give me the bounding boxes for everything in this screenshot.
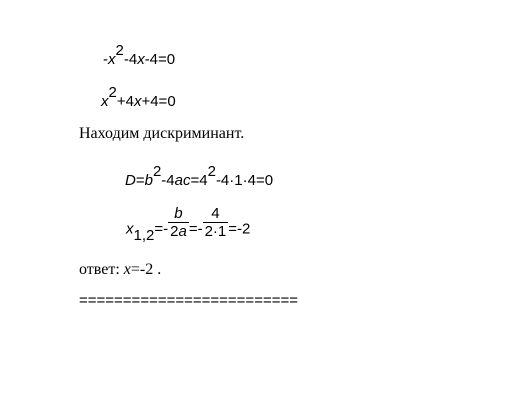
fraction-1-denominator (168, 223, 189, 240)
answer-label: ответ: (79, 261, 124, 278)
eq2-constant: +4=0 (141, 93, 176, 110)
eq1-variable: x (108, 51, 116, 68)
disc-exponent-2: 2 (207, 163, 216, 180)
disc-symbol: D (125, 172, 136, 189)
disc-minus-4: -4 (161, 172, 175, 189)
eq2-variable: x (101, 93, 109, 110)
answer-value: =-2 . (130, 261, 162, 278)
equation-2 (101, 84, 176, 110)
roots-result: =-2 (228, 220, 251, 238)
roots-x: x (126, 220, 134, 238)
eq1-term: -4 (123, 51, 138, 68)
roots-subscript: 1,2 (133, 227, 155, 245)
answer-variable: x (123, 261, 131, 278)
fraction-b-over-2a (168, 205, 189, 240)
answer-line (79, 262, 161, 278)
disc-b: b (144, 172, 153, 189)
eq1-variable-2: x (137, 51, 145, 68)
disc-rest: -4·1·4=0 (215, 172, 274, 189)
fraction-2-denominator: 2·1 (204, 223, 227, 240)
disc-exponent-1: 2 (152, 163, 162, 180)
separator-line: ========================= (79, 292, 298, 309)
fraction-1-den-var: a (178, 223, 187, 240)
eq1-exponent: 2 (115, 42, 124, 59)
roots-eq-minus-2: =- (188, 220, 203, 238)
eq2-variable-2: x (133, 93, 142, 110)
roots-formula (126, 205, 251, 247)
fraction-2-numerator: 4 (203, 205, 229, 223)
discriminant-formula (125, 163, 274, 189)
eq1-constant: -4=0 (144, 51, 176, 68)
fraction-1-numerator: b (168, 205, 189, 223)
eq1-prefix: - (103, 51, 108, 68)
roots-eq-minus: =- (154, 220, 169, 238)
disc-eq4: =4 (190, 172, 208, 189)
disc-equals: = (135, 172, 145, 189)
equation-1 (103, 42, 176, 68)
eq2-term: +4 (116, 93, 134, 110)
fraction-1-den-coef: 2 (170, 223, 179, 240)
disc-ac: ac (174, 172, 191, 189)
discriminant-heading: Находим дискриминант. (79, 125, 245, 142)
eq2-exponent: 2 (108, 84, 117, 101)
fraction-4-over-2x1 (203, 205, 229, 240)
